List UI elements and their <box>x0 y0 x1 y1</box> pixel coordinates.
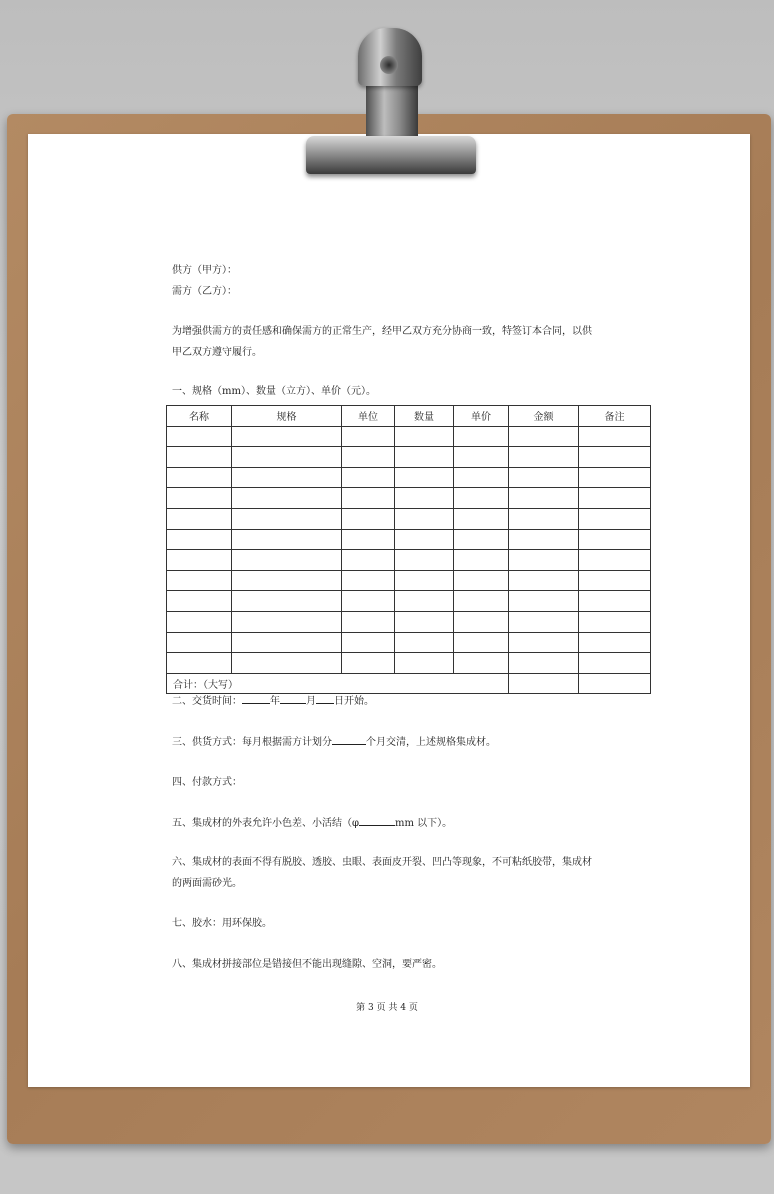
page-number: 第 3 页 共 4 页 <box>356 1003 418 1013</box>
section-8: 八、集成材拼接部位是错接但不能出现缝隙、空洞，要严密。 <box>172 959 442 970</box>
table-cell <box>395 653 454 674</box>
table-cell <box>167 426 232 447</box>
table-cell <box>232 467 342 488</box>
table-cell <box>342 447 395 468</box>
table-cell <box>395 447 454 468</box>
table-cell <box>579 488 651 509</box>
binder-clip <box>306 136 476 174</box>
table-cell <box>454 570 509 591</box>
table-cell <box>232 550 342 571</box>
table-cell <box>454 488 509 509</box>
table-cell <box>232 632 342 653</box>
table-cell <box>342 591 395 612</box>
table-row <box>167 488 651 509</box>
table-cell <box>395 611 454 632</box>
table-cell <box>395 550 454 571</box>
clip-neck <box>366 84 418 142</box>
clip-rivet-icon <box>380 56 398 74</box>
table-cell <box>579 570 651 591</box>
table-cell <box>579 467 651 488</box>
table-cell <box>167 550 232 571</box>
months-blank <box>332 744 366 745</box>
year-blank <box>242 703 270 704</box>
table-cell <box>232 529 342 550</box>
table-cell <box>454 508 509 529</box>
table-row <box>167 653 651 674</box>
table-cell <box>509 611 579 632</box>
table-cell <box>579 447 651 468</box>
table-cell <box>579 508 651 529</box>
section-7: 七、胶水：用环保胶。 <box>172 918 272 929</box>
table-cell <box>342 426 395 447</box>
table-row <box>167 426 651 447</box>
year-label: 年 <box>270 696 280 707</box>
section-1-title: 一、规格（mm）、数量（立方）、单价（元）。 <box>172 386 376 397</box>
col-header-spec: 规格 <box>232 406 342 427</box>
total-label: 合计：（大写） <box>167 673 509 694</box>
total-amount-cell <box>509 673 579 694</box>
table-cell <box>579 632 651 653</box>
col-header-remarks: 备注 <box>579 406 651 427</box>
table-cell <box>509 550 579 571</box>
table-cell <box>509 426 579 447</box>
table-cell <box>509 508 579 529</box>
table-cell <box>167 570 232 591</box>
table-cell <box>509 591 579 612</box>
table-cell <box>395 529 454 550</box>
table-cell <box>167 467 232 488</box>
table-row <box>167 550 651 571</box>
table-cell <box>395 591 454 612</box>
table-cell <box>395 632 454 653</box>
section-3-prefix: 三、供货方式：每月根据需方计划分 <box>172 737 332 748</box>
table-cell <box>167 632 232 653</box>
section-2-suffix: 日开始。 <box>334 696 374 707</box>
col-header-name: 名称 <box>167 406 232 427</box>
table-row <box>167 591 651 612</box>
table-cell <box>232 447 342 468</box>
buyer-label: 需方（乙方）： <box>172 286 237 297</box>
section-3-suffix: 个月交清，上述规格集成材。 <box>366 737 496 748</box>
table-cell <box>395 570 454 591</box>
table-cell <box>579 591 651 612</box>
table-cell <box>454 550 509 571</box>
section-2 <box>172 695 374 709</box>
table-cell <box>454 653 509 674</box>
table-cell <box>232 426 342 447</box>
table-cell <box>232 570 342 591</box>
intro-line-1: 为增强供需方的责任感和确保需方的正常生产，经甲乙双方充分协商一致，特签订本合同，以供 <box>172 326 592 337</box>
table-cell <box>232 591 342 612</box>
table-row <box>167 508 651 529</box>
table-cell <box>509 653 579 674</box>
table-cell <box>167 529 232 550</box>
table-cell <box>167 591 232 612</box>
table-total-row <box>167 673 651 694</box>
table-cell <box>454 467 509 488</box>
spec-table <box>166 405 651 694</box>
table-cell <box>342 570 395 591</box>
table-cell <box>395 488 454 509</box>
table-cell <box>342 611 395 632</box>
table-cell <box>342 529 395 550</box>
table-cell <box>509 570 579 591</box>
supplier-label: 供方（甲方）： <box>172 265 237 276</box>
table-cell <box>167 447 232 468</box>
col-header-unit: 单位 <box>342 406 395 427</box>
table-cell <box>579 611 651 632</box>
table-cell <box>342 508 395 529</box>
section-6-line-1: 六、集成材的表面不得有脱胶、透胶、虫眼、表面皮开裂、凹凸等现象，不可粘纸胶带，集成材 <box>172 857 592 868</box>
table-cell <box>167 508 232 529</box>
table-row <box>167 467 651 488</box>
section-5 <box>172 817 452 831</box>
table-cell <box>167 611 232 632</box>
col-header-amount: 金额 <box>509 406 579 427</box>
table-cell <box>509 467 579 488</box>
table-cell <box>454 426 509 447</box>
table-header-row <box>167 406 651 427</box>
diameter-blank <box>359 825 395 826</box>
table-cell <box>167 488 232 509</box>
table-cell <box>232 508 342 529</box>
section-4: 四、付款方式： <box>172 777 242 788</box>
table-cell <box>395 426 454 447</box>
month-label: 月 <box>306 696 316 707</box>
table-row <box>167 611 651 632</box>
table-cell <box>232 488 342 509</box>
table-cell <box>395 508 454 529</box>
table-cell <box>579 426 651 447</box>
table-cell <box>342 550 395 571</box>
table-cell <box>395 467 454 488</box>
section-5-suffix: mm 以下）。 <box>395 818 453 829</box>
table-cell <box>232 611 342 632</box>
table-row <box>167 570 651 591</box>
month-blank <box>280 703 306 704</box>
intro-line-2: 甲乙双方遵守履行。 <box>172 347 262 358</box>
col-header-unit-price: 单价 <box>454 406 509 427</box>
section-6-line-2: 的两面需砂光。 <box>172 878 242 889</box>
table-cell <box>342 632 395 653</box>
table-cell <box>509 447 579 468</box>
section-5-prefix: 五、集成材的外表允许小色差、小活结（φ <box>172 818 360 829</box>
table-cell <box>342 653 395 674</box>
table-row <box>167 632 651 653</box>
table-cell <box>342 467 395 488</box>
section-3 <box>172 736 496 750</box>
table-row <box>167 447 651 468</box>
table-cell <box>454 447 509 468</box>
table-cell <box>454 529 509 550</box>
table-cell <box>167 653 232 674</box>
table-cell <box>232 653 342 674</box>
table-cell <box>342 488 395 509</box>
total-remarks-cell <box>579 673 651 694</box>
table-cell <box>509 632 579 653</box>
table-cell <box>454 632 509 653</box>
table-cell <box>454 611 509 632</box>
day-blank <box>316 703 334 704</box>
table-row <box>167 529 651 550</box>
col-header-quantity: 数量 <box>395 406 454 427</box>
table-cell <box>579 653 651 674</box>
section-2-prefix: 二、交货时间： <box>172 696 242 707</box>
table-body <box>167 426 651 673</box>
table-cell <box>454 591 509 612</box>
table-cell <box>579 529 651 550</box>
table-cell <box>579 550 651 571</box>
table-cell <box>509 529 579 550</box>
table-cell <box>509 488 579 509</box>
